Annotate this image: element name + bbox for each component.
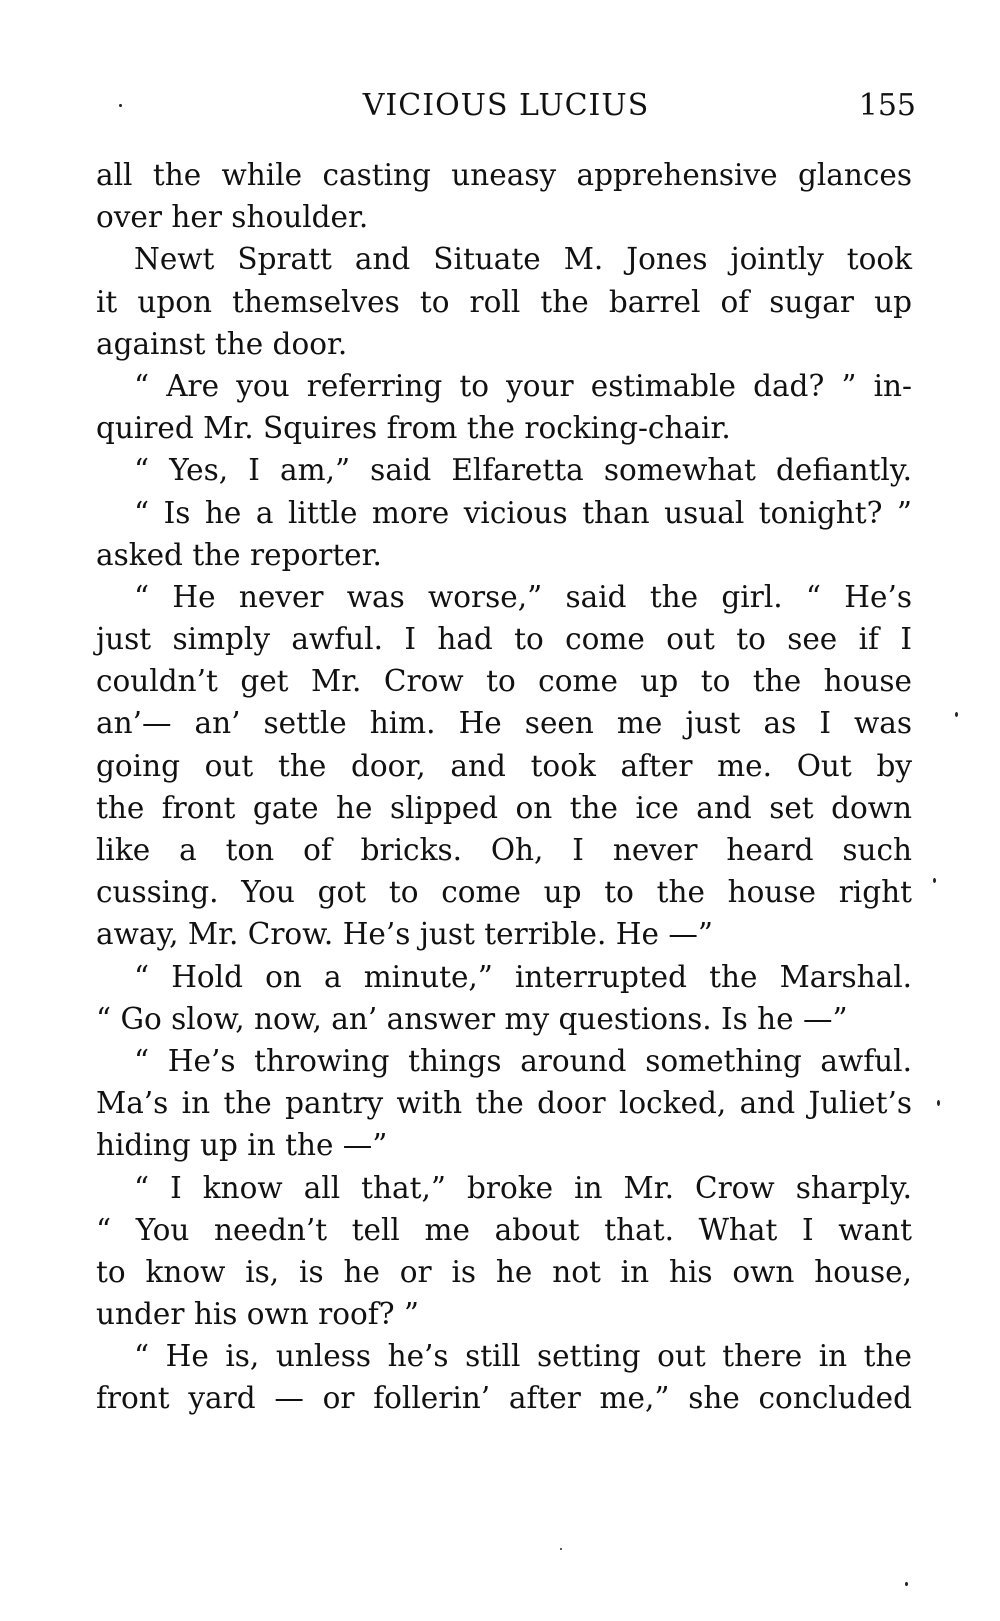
text-line: quired Mr. Squires from the rocking-chair. <box>96 411 731 446</box>
scan-speck <box>119 104 122 107</box>
scan-speck <box>560 1548 562 1550</box>
text-line: an’— an’ settle him. He seen me just as I was <box>96 706 912 741</box>
text-line: under his own roof? ” <box>96 1297 419 1332</box>
text-line: “ Are you referring to your estimable dad? ” in- <box>134 368 912 403</box>
scan-speck <box>937 1100 940 1106</box>
scan-speck <box>905 1582 908 1586</box>
scan-speck <box>955 712 958 717</box>
page-number: 155 <box>858 88 916 123</box>
text-line: against the door. <box>96 326 348 361</box>
text-line: to know is, is he or is he not in his own house, <box>96 1254 912 1289</box>
text-line: over her shoulder. <box>96 200 369 235</box>
text-line: like a ton of bricks. Oh, I never heard such <box>96 833 912 867</box>
text-line: Ma’s in the pantry with the door locked, and Juliet’s <box>96 1086 912 1121</box>
text-line: “ He never was worse,” said the girl. “ He’s <box>134 579 912 614</box>
text-line: going out the door, and took after me. Out by <box>96 748 912 783</box>
text-line: away, Mr. Crow. He’s just terrible. He —” <box>96 917 713 952</box>
running-head <box>96 86 916 126</box>
text-line: “ I know all that,” broke in Mr. Crow sharply. <box>134 1170 912 1205</box>
scan-speck <box>933 878 936 883</box>
text-line: just simply awful. I had to come out to see if I <box>96 622 912 657</box>
text-line: “ He is, unless he’s still setting out there in the <box>134 1339 912 1374</box>
text-line: “ Is he a little more vicious than usual tonight? ” <box>134 495 912 530</box>
text-line: couldn’t get Mr. Crow to come up to the house <box>96 664 912 699</box>
text-line: all the while casting uneasy apprehensive glances <box>96 158 912 192</box>
text-line: asked the reporter. <box>96 537 382 572</box>
text-line: front yard — or follerin’ after me,” she concluded <box>96 1381 912 1416</box>
text-line: “ He’s throwing things around something awful. <box>134 1043 912 1078</box>
text-line: “ Hold on a minute,” interrupted the Marshal. <box>134 959 912 994</box>
text-line: the front gate he slipped on the ice and set down <box>96 790 912 825</box>
text-line: “ Go slow, now, an’ answer my questions. Is he —” <box>96 1001 848 1036</box>
running-title: VICIOUS LUCIUS <box>362 88 650 123</box>
text-line: Newt Spratt and Situate M. Jones jointly took <box>134 242 912 277</box>
text-line: hiding up in the —” <box>96 1128 388 1163</box>
text-line: cussing. You got to come up to the house right <box>96 875 912 910</box>
text-line: “ Yes, I am,” said Elfaretta somewhat defiantly. <box>134 453 912 488</box>
body-text <box>96 154 912 1420</box>
text-line: “ You needn’t tell me about that. What I want <box>96 1212 912 1247</box>
text-line: it upon themselves to roll the barrel of sugar up <box>96 284 912 319</box>
